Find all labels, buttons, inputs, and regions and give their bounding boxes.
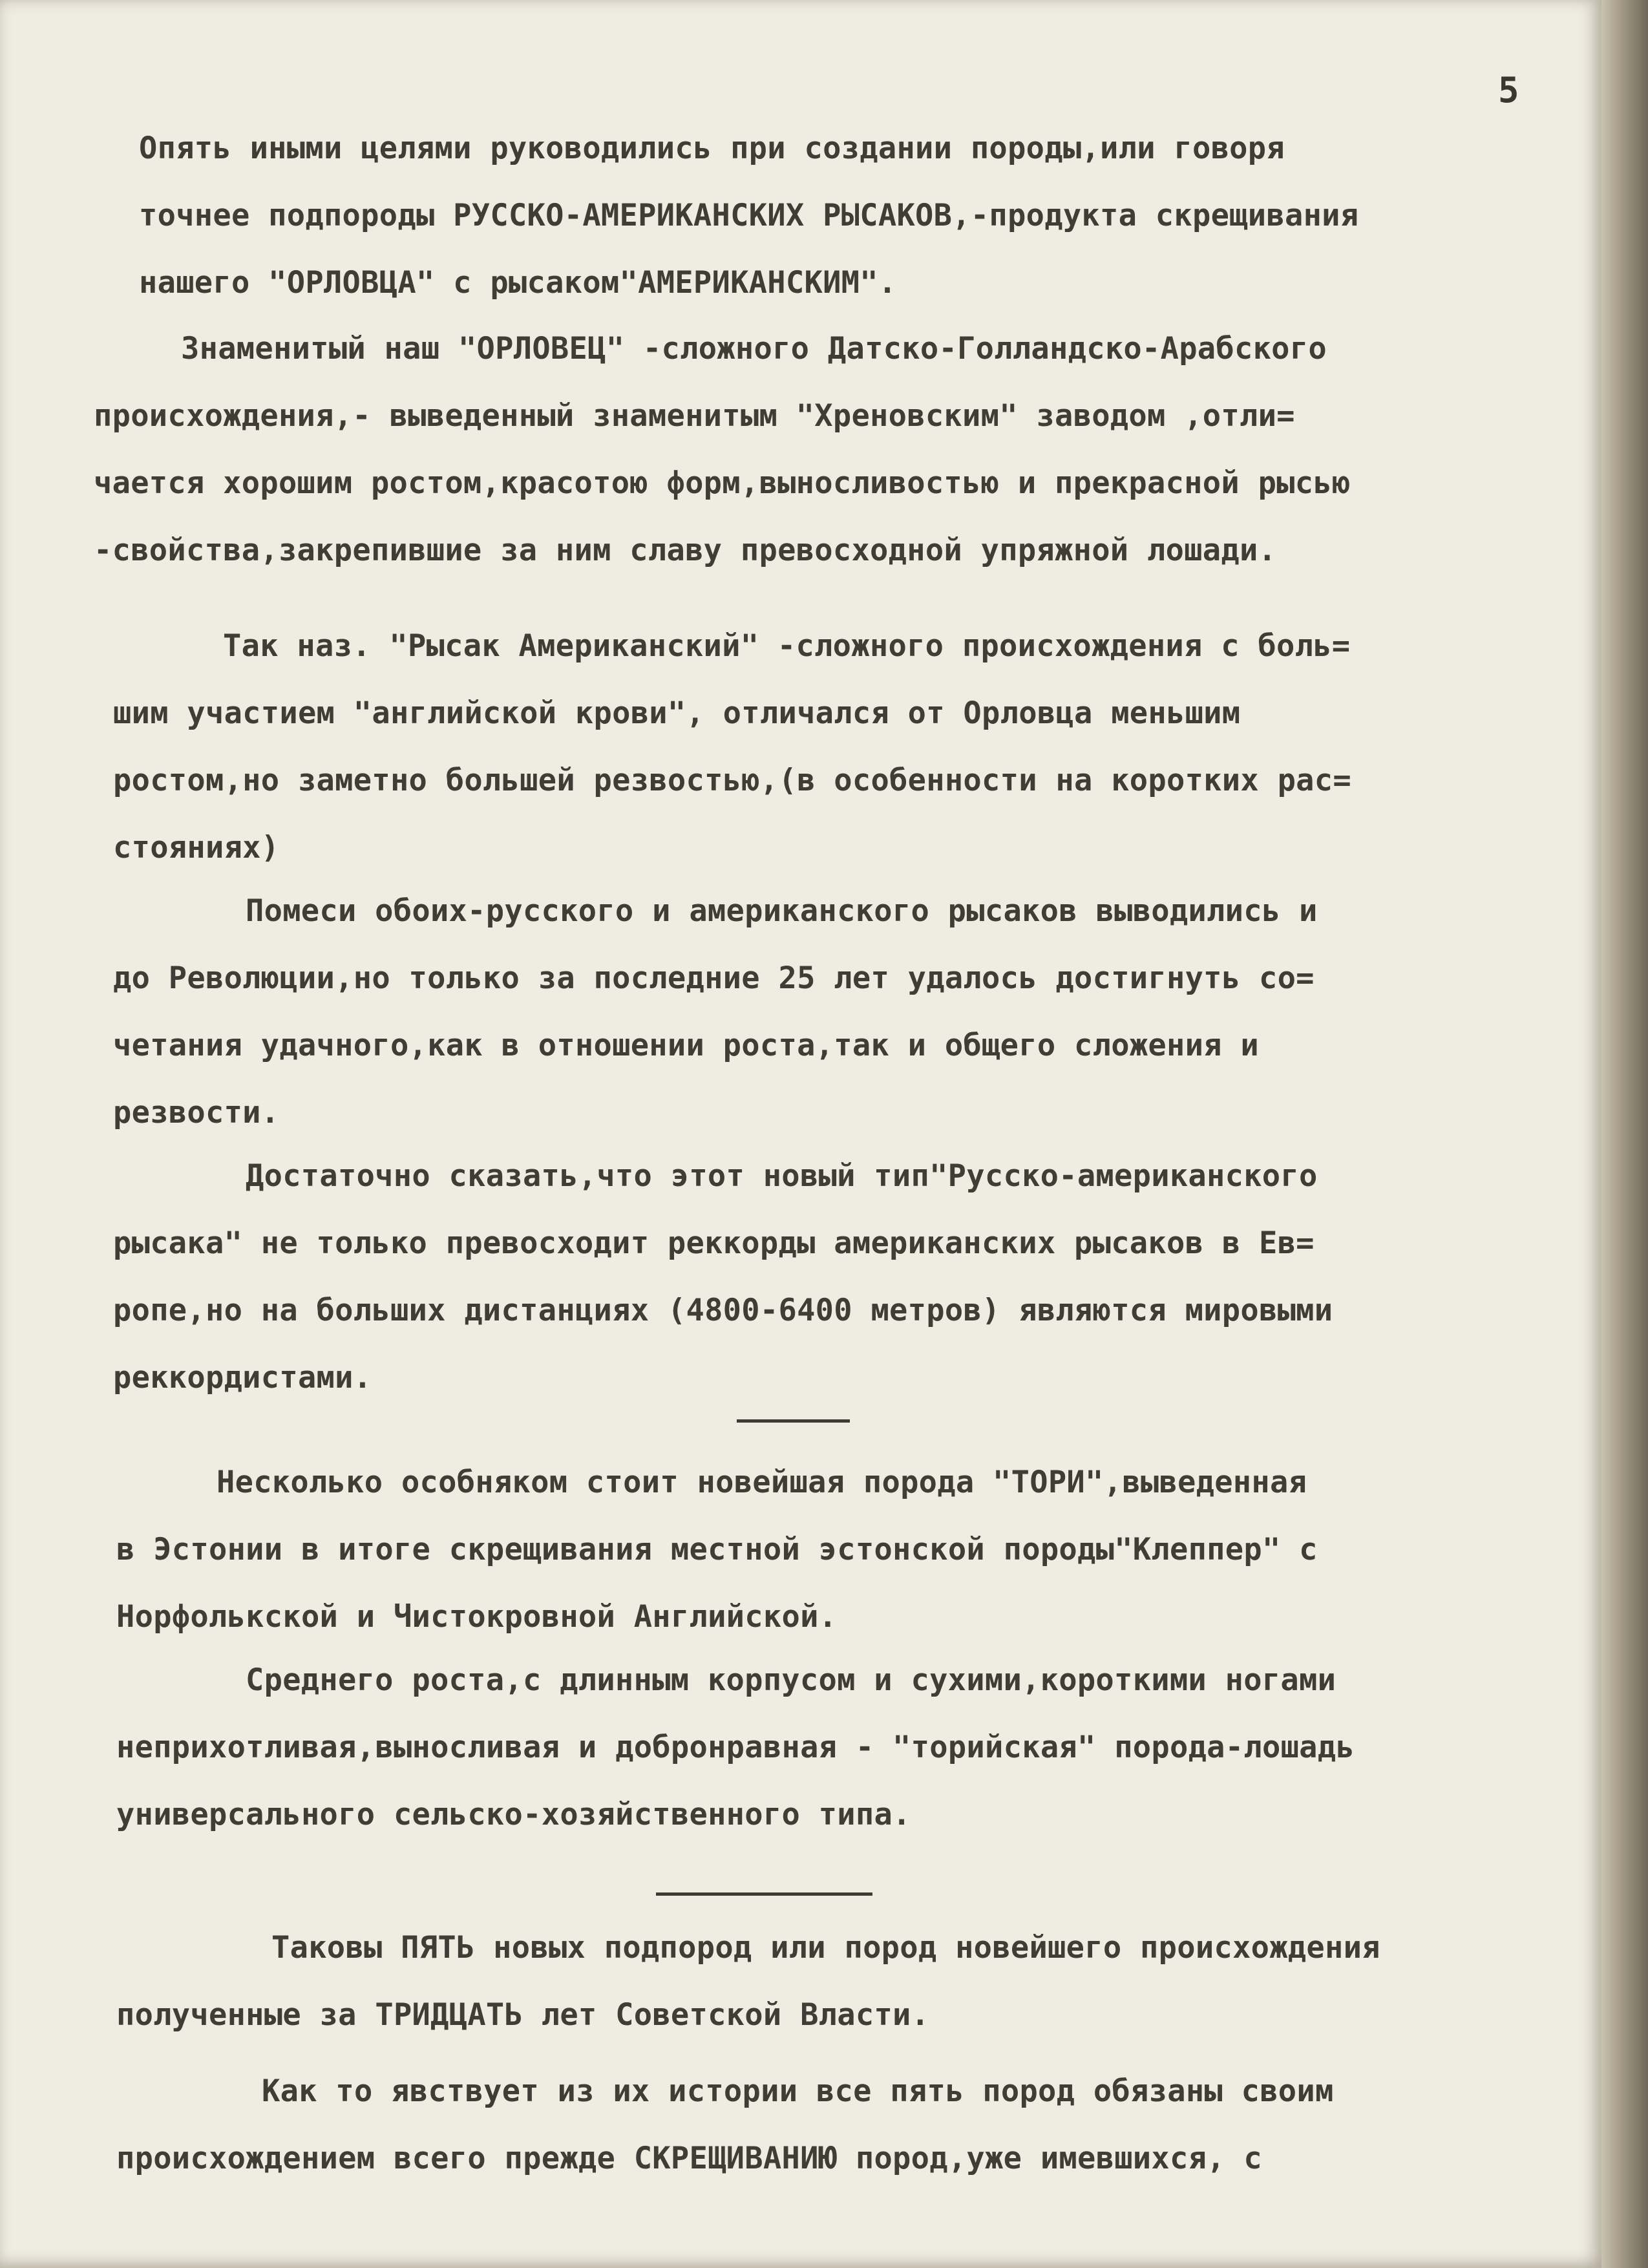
paragraph-5: Достаточно сказать,что этот новый тип"Русско-американского рысака" не только превосходит реккорды американских рысаков в Ев= ропе,но на больших дистанциях (4800-6400 метров) являются мировыми реккордистами. [113, 1158, 1333, 1395]
page-edge [1601, 0, 1648, 2268]
paragraph-3: Так наз. "Рысак Американский" -сложного происхождения с боль= шим участием "английской крови", отличался от Орловца меньшим ростом,но заметно большей резвостью,(в особенности на коротких рас= стояниях) [113, 628, 1351, 865]
paragraph-1: Опять иными целями руководились при создании породы,или говоря точнее подпороды РУССКО-АМЕРИКАНСКИХ РЫСАКОВ,-продукта скрещивания нашего "ОРЛОВЦА" с рысаком"АМЕРИКАНСКИМ". [139, 131, 1359, 301]
paragraph-2: Знаменитый наш "ОРЛОВЕЦ" -сложного Датско-Голландско-Арабского происхождения,- выведенный знаменитым "Хреновским" заводом ,отли= чается хорошим ростом,красотою форм,выносливостью и прекрасной рысью -свойства,закрепившие за ним славу превосходной упряжной лошади. [94, 331, 1351, 568]
paragraph-8: Таковы ПЯТЬ новых подпород или пород новейшего происхождения полученные за ТРИДЦАТЬ лет Советской Власти. [116, 1930, 1380, 2033]
page-number: 5 [1498, 70, 1519, 111]
section-divider-1 [737, 1419, 850, 1423]
section-divider-2 [656, 1892, 872, 1896]
paragraph-4: Помеси обоих-русского и американского рысаков выводились и до Революции,но только за последние 25 лет удалось достигнуть со= четания удачного,как в отношении роста,так и общего сложения и резвости. [113, 893, 1318, 1130]
paragraph-6: Несколько особняком стоит новейшая порода "ТОРИ",выведенная в Эстонии в итоге скрещивания местной эстонской породы"Клеппер" с Норфолькской и Чистокровной Английской. [116, 1465, 1318, 1635]
paragraph-9: Как то явствует из их истории все пять пород обязаны своим происхождением всего прежде СКРЕЩИВАНИЮ пород,уже имевшихся, с [116, 2073, 1334, 2176]
paragraph-7: Среднего роста,с длинным корпусом и сухими,короткими ногами неприхотливая,выносливая и добронравная - "торийская" порода-лошадь универсального сельско-хозяйственного типа. [116, 1662, 1355, 1832]
